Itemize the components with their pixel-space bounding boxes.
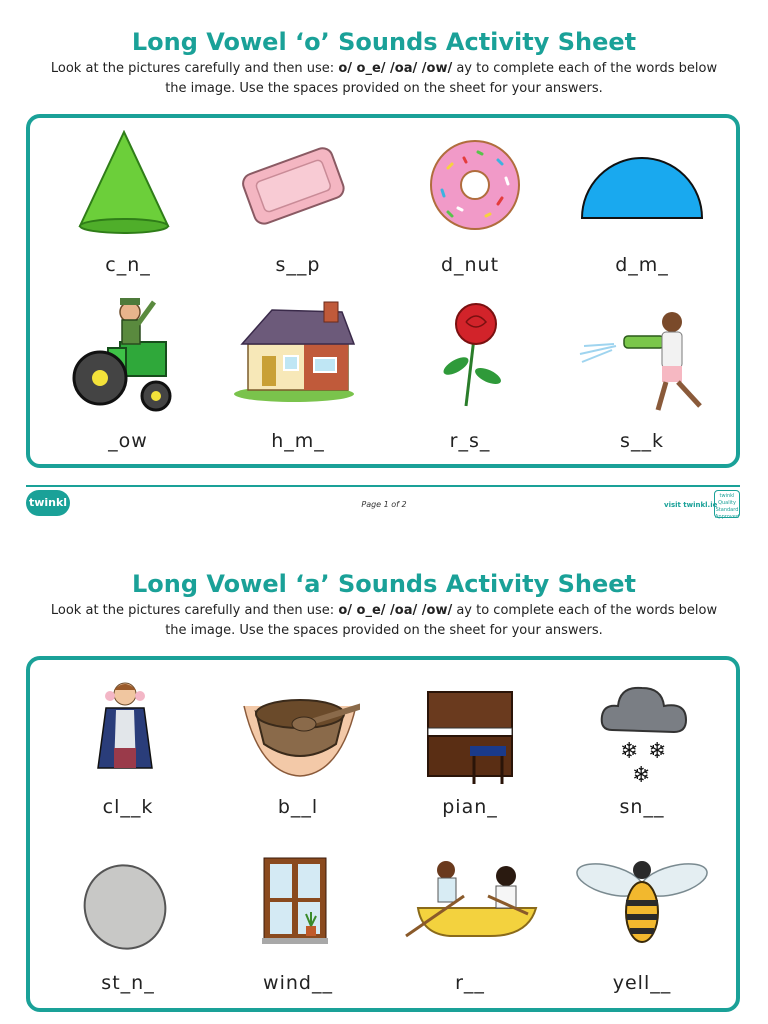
- rose-icon: [436, 302, 514, 410]
- footer-divider: [26, 485, 740, 487]
- sheet2-word-3: pian_: [442, 796, 498, 818]
- sheet2-word-6: wind__: [263, 972, 333, 994]
- sheet1-instructions: Look at the pictures carefully and then use: o/ o_e/ /oa/ /ow/ ay to complete each of the words below the image. Use the spaces provided on the sheet for your answers.: [50, 61, 718, 96]
- svg-text:❄: ❄: [648, 739, 667, 764]
- cloak-icon: [96, 678, 154, 776]
- sheet2-word-5: st_n_: [101, 972, 155, 994]
- sheet1-word-3: d_nut: [440, 254, 500, 276]
- cone-icon: [76, 130, 172, 236]
- window-icon: [262, 856, 328, 946]
- stone-icon: [78, 862, 172, 952]
- soak-water-gun-icon: [576, 306, 712, 418]
- sheet2-word-8: yell__: [612, 972, 672, 994]
- sheet1-word-5: _ow: [108, 430, 148, 452]
- sheet1-word-1: c_n_: [105, 254, 151, 276]
- sheet1-title: Long Vowel ‘o’ Sounds Activity Sheet: [131, 28, 637, 56]
- svg-text:❄: ❄: [632, 763, 651, 786]
- sheet2-word-1: cl__k: [102, 796, 154, 818]
- sheet1-word-6: h_m_: [271, 430, 325, 452]
- sheet1-word-8: s__k: [620, 430, 664, 452]
- svg-text:❄: ❄: [620, 739, 639, 764]
- sheet2-title: Long Vowel ‘a’ Sounds Activity Sheet: [132, 570, 636, 598]
- donut-icon: [428, 138, 522, 232]
- bowl-icon: [240, 686, 360, 778]
- page-number: Page 1 of 2: [361, 500, 407, 509]
- sheet2-word-7: r__: [455, 972, 485, 994]
- soap-icon: [238, 140, 348, 230]
- sheet2-word-4: sn__: [619, 796, 665, 818]
- sheet2-word-2: b__l: [277, 796, 319, 818]
- sheet1-word-4: d_m_: [615, 254, 669, 276]
- sheet1-word-2: s__p: [275, 254, 321, 276]
- dome-icon: [580, 152, 704, 220]
- piano-icon: [426, 690, 518, 786]
- twinkl-logo: twinkl: [26, 490, 70, 516]
- sheet2-instructions: Look at the pictures carefully and then use: o/ o_e/ /oa/ /ow/ ay to complete each of the words below the image. Use the spaces provided on the sheet for your answers.: [50, 603, 718, 638]
- tractor-mower-icon: [72, 288, 176, 420]
- yellow-bee-icon: [574, 854, 710, 948]
- quality-badge: twinkl Quality Standard Approved: [714, 490, 740, 518]
- row-boat-icon: [404, 856, 542, 942]
- snow-cloud-icon: [598, 680, 690, 786]
- visit-link[interactable]: visit twinkl.ie: [664, 501, 718, 509]
- sheet1-word-7: r_s_: [449, 430, 491, 452]
- home-icon: [232, 298, 356, 402]
